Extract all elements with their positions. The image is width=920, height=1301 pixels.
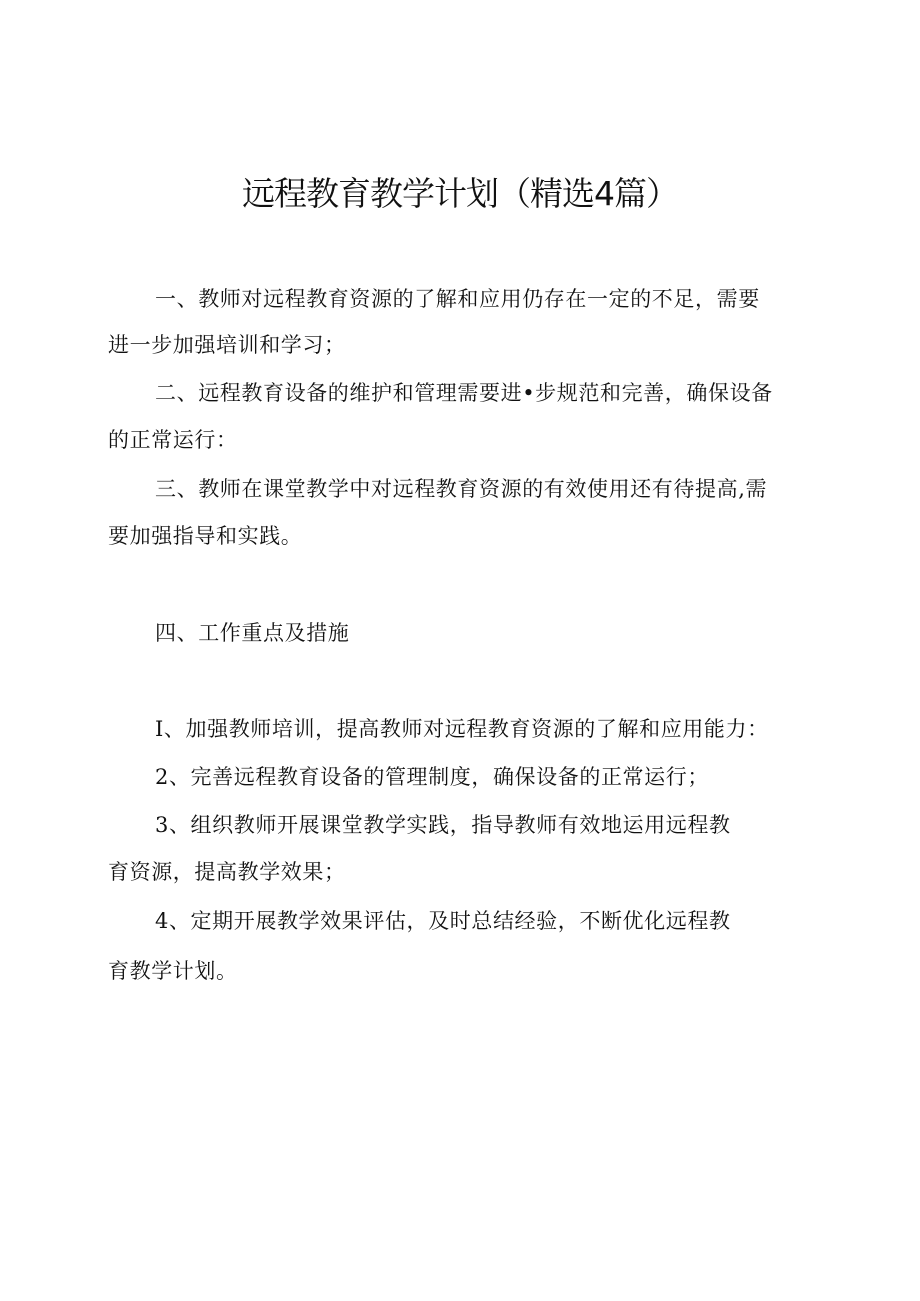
measure-1-line-1: I、加强教师培训，提高教师对远程教育资源的了解和应用能力： <box>155 717 769 741</box>
problem-1-line-2: 进一步加强培训和学习； <box>108 333 346 357</box>
measure-2-line-1: 2、完善远程教育设备的管理制度，确保设备的正常运行； <box>155 765 709 789</box>
measure-3-line-1: 3、组织教师开展课堂教学实践，指导教师有效地运用远程教 <box>155 813 731 837</box>
problem-3-line-2: 要加强指导和实践。 <box>108 524 303 548</box>
measure-4-line-1: 4、定期开展教学效果评估，及时总结经验，不断优化远程教 <box>155 909 731 933</box>
problem-2-line-2: 的正常运行： <box>108 428 238 452</box>
measure-4-line-2: 育教学计划。 <box>108 959 238 983</box>
document-title: 远程教育教学计划（精选4篇） <box>242 174 678 213</box>
problem-3-line-1: 三、教师在课堂教学中对远程教育资源的有效使用还有待提高,需 <box>155 477 768 501</box>
problem-2-line-1: 二、远程教育设备的维护和管理需要进•步规范和完善，确保设备 <box>155 381 773 405</box>
section-heading: 四、工作重点及措施 <box>155 621 350 645</box>
problem-1-line-1: 一、教师对远程教育资源的了解和应用仍存在一定的不足，需要 <box>155 287 760 311</box>
measure-3-line-2: 育资源，提高教学效果； <box>108 860 346 884</box>
